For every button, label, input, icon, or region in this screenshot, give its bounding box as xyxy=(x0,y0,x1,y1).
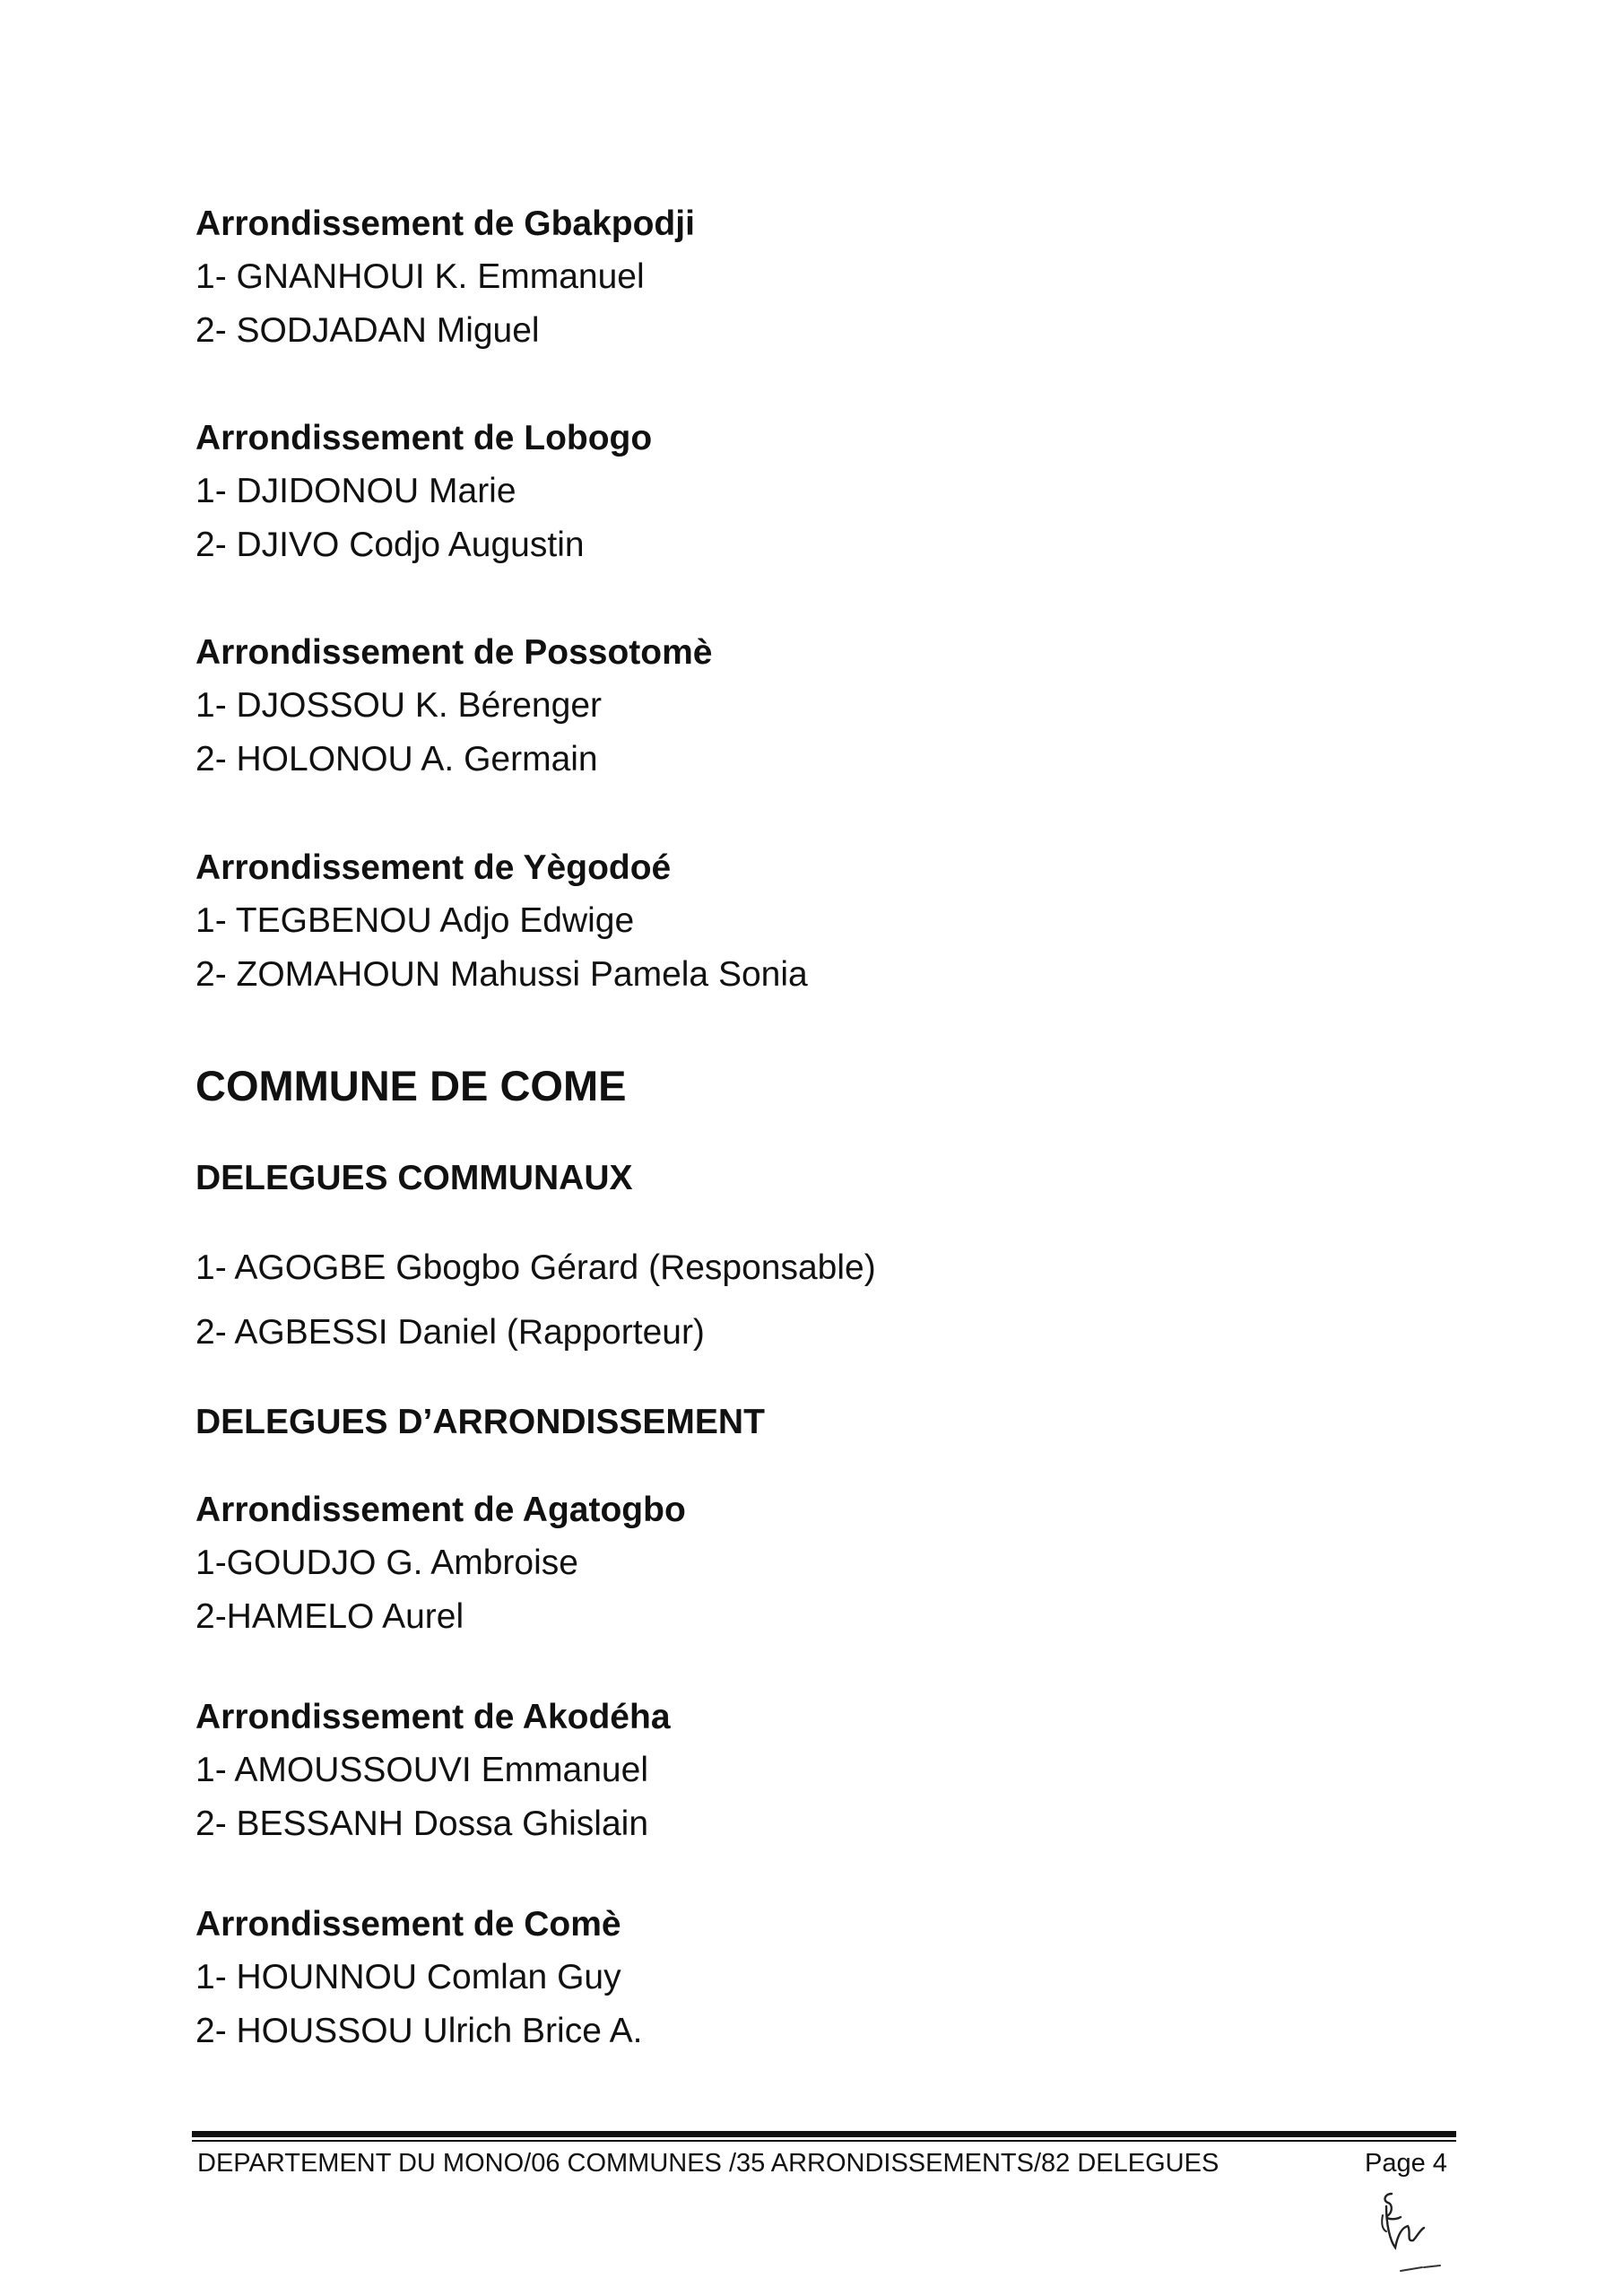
delegate-item: 2- DJIVO Codjo Augustin xyxy=(195,526,585,564)
arrondissement-title: Arrondissement de Gbakpodji xyxy=(195,204,695,243)
delegate-item: 2- SODJADAN Miguel xyxy=(195,311,540,350)
delegate-item: 2- ZOMAHOUN Mahussi Pamela Sonia xyxy=(195,955,808,994)
footer-divider-thin xyxy=(192,2140,1456,2142)
delegues-communaux-heading: DELEGUES COMMUNAUX xyxy=(195,1159,633,1197)
delegues-arrondissement-heading: DELEGUES D’ARRONDISSEMENT xyxy=(195,1403,765,1441)
handwritten-initials-icon xyxy=(1365,2188,1451,2287)
arrondissement-title: Arrondissement de Possotomè xyxy=(195,633,713,672)
arrondissement-title: Arrondissement de Lobogo xyxy=(195,419,653,457)
commune-title: COMMUNE DE COME xyxy=(195,1062,627,1109)
delegate-item: 1- GNANHOUI K. Emmanuel xyxy=(195,257,645,296)
footer-text: DEPARTEMENT DU MONO/06 COMMUNES /35 ARRONDISSEMENTS/82 DELEGUES xyxy=(197,2149,1219,2178)
arrondissement-title: Arrondissement de Agatogbo xyxy=(195,1491,686,1529)
delegate-item: 1- AMOUSSOUVI Emmanuel xyxy=(195,1751,648,1789)
delegate-item: 2-HAMELO Aurel xyxy=(195,1597,464,1636)
arrondissement-title: Arrondissement de Akodéha xyxy=(195,1698,671,1736)
delegate-item: 1- HOUNNOU Comlan Guy xyxy=(195,1958,621,1996)
arrondissement-title: Arrondissement de Yègodoé xyxy=(195,848,672,887)
delegate-item: 2- AGBESSI Daniel (Rapporteur) xyxy=(195,1313,705,1352)
delegate-item: 2- HOUSSOU Ulrich Brice A. xyxy=(195,2012,643,2050)
arrondissement-title: Arrondissement de Comè xyxy=(195,1905,621,1944)
delegate-item: 1- DJOSSOU K. Bérenger xyxy=(195,686,602,725)
page-number: Page 4 xyxy=(1365,2149,1447,2178)
footer-divider xyxy=(192,2131,1456,2137)
delegate-item: 1- TEGBENOU Adjo Edwige xyxy=(195,901,635,940)
delegate-item: 1- DJIDONOU Marie xyxy=(195,472,516,510)
delegate-item: 2- BESSANH Dossa Ghislain xyxy=(195,1805,649,1843)
delegate-item: 1- AGOGBE Gbogbo Gérard (Responsable) xyxy=(195,1248,876,1287)
delegate-item: 1-GOUDJO G. Ambroise xyxy=(195,1544,578,1582)
delegate-item: 2- HOLONOU A. Germain xyxy=(195,740,598,778)
